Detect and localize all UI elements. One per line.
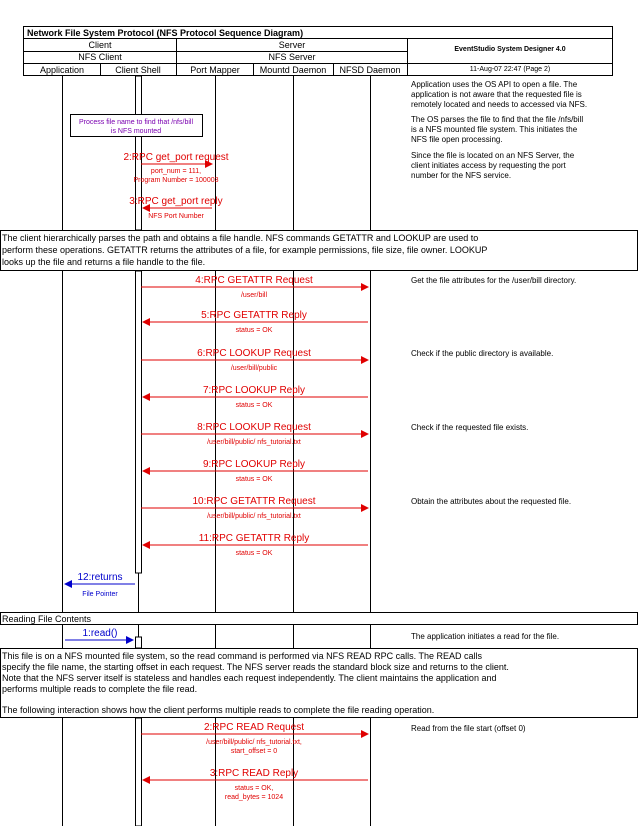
remark-open-file: Application uses the OS API to open a file. The [411, 80, 578, 89]
group-client: Client [88, 40, 112, 50]
remark-port-request: number for the NFS service. [411, 171, 512, 180]
entity-nfsd-daemon: NFSD Daemon [339, 65, 401, 75]
msg-label-2-get-port-request: 2:RPC get_port request [123, 152, 229, 163]
remark-port-request: client initiates access by requesting the port [411, 161, 566, 170]
msg-param: /user/bill/public/ nfs_tutorial.txt [207, 439, 301, 446]
block-path-parsing-text: The client hierarchically parses the path and obtains a file handle. NFS commands GETATTR and LOOKUP are used to [2, 233, 479, 243]
generated-date: 11-Aug-07 22:47 (Page 2) [469, 66, 551, 73]
remark-open-file: remotely located and needs to accessed via NFS. [411, 100, 588, 109]
msg-param: start_offset = 0 [230, 748, 278, 755]
remark-read-offset: Read from the file start (offset 0) [411, 724, 526, 733]
activation-client-shell-2 [136, 271, 142, 573]
remark-parse-file: NFS file open processing. [411, 135, 503, 144]
msg-param: status = OK [235, 550, 273, 557]
diagram-title: Network File System Protocol (NFS Protocol Sequence Diagram) [27, 28, 304, 38]
activation-client-shell-3 [136, 637, 142, 648]
block-reading-file-contents-text: Reading File Contents [2, 614, 92, 624]
msg-label-4-getattr-request: 4:RPC GETATTR Request [195, 275, 313, 286]
msg-label-11-getattr-reply: 11:RPC GETATTR Reply [198, 533, 310, 544]
msg-param: status = OK [235, 476, 273, 483]
block-path-parsing-text: looks up the file and returns a file handle to the file. [2, 257, 206, 267]
tool-name: EventStudio System Designer 4.0 [454, 46, 566, 53]
subgroup-nfs-server: NFS Server [268, 52, 316, 62]
msg-label-3-read-reply: 3:RPC READ Reply [209, 768, 299, 779]
entity-application: Application [39, 65, 85, 75]
remark-getattr-bill: Get the file attributes for the /user/bill directory. [411, 276, 577, 285]
msg-label-12-returns: 12:returns [77, 572, 123, 583]
remark-open-file: application is not aware that the requested file is [411, 90, 582, 99]
block-read-explanation-text: Note that the NFS server itself is stateless and handles each request independently. The client maintains the application and [2, 673, 497, 683]
action-process-file-line1: Process file name to find that /nfs/bill [79, 119, 193, 126]
msg-param: Program Number = 100003 [133, 177, 219, 184]
msg-label-5-getattr-reply: 5:RPC GETATTR Reply [201, 310, 307, 321]
block-path-parsing-text: perform these operations. GETATTR returns the attributes of a file, for example permissions, file size, file owner. LOOKUP [2, 245, 488, 255]
msg-param: File Pointer [82, 591, 118, 598]
block-read-explanation-text: performs multiple reads to complete the file read. [2, 684, 198, 694]
msg-label-2-read-request: 2:RPC READ Request [203, 722, 305, 733]
msg-label-3-get-port-reply: 3:RPC get_port reply [129, 196, 223, 207]
entity-port-mapper: Port Mapper [190, 65, 240, 75]
msg-param: /user/bill/public/ nfs_tutorial.txt, [206, 739, 302, 746]
activation-client-shell-4 [136, 718, 142, 826]
remark-read-initiate: The application initiates a read for the file. [411, 632, 560, 641]
msg-label-8-lookup-request: 8:RPC LOOKUP Request [197, 422, 311, 433]
msg-label-1-read: 1:read() [82, 628, 118, 639]
block-reading-file-contents [1, 613, 638, 625]
block-read-explanation-text: This file is on a NFS mounted file system, so the read command is performed via NFS READ RPC calls. The READ calls [2, 651, 483, 661]
msg-label-6-lookup-request: 6:RPC LOOKUP Request [197, 348, 311, 359]
msg-label-7-lookup-reply: 7:RPC LOOKUP Reply [202, 385, 306, 396]
msg-param: read_bytes = 1024 [224, 794, 284, 801]
msg-param: status = OK [235, 327, 273, 334]
msg-label-10-getattr-request: 10:RPC GETATTR Request [192, 496, 316, 507]
group-server: Server [278, 40, 306, 50]
remark-lookup-file: Check if the requested file exists. [411, 423, 529, 432]
msg-param: /user/bill [240, 292, 268, 299]
remark-parse-file: The OS parses the file to find that the file /nfs/bill [411, 115, 584, 124]
subgroup-nfs-client: NFS Client [78, 52, 122, 62]
action-process-file-line2: is NFS mounted [110, 128, 162, 135]
entity-client-shell: Client Shell [115, 65, 161, 75]
msg-param: status = OK [235, 402, 273, 409]
msg-param: port_num = 111, [150, 168, 202, 175]
remark-lookup-public: Check if the public directory is available. [411, 349, 554, 358]
remark-getattr-file: Obtain the attributes about the requested file. [411, 497, 572, 506]
msg-label-9-lookup-reply: 9:RPC LOOKUP Reply [202, 459, 306, 470]
msg-param: /user/bill/public/ nfs_tutorial.txt [207, 513, 301, 520]
remark-port-request: Since the file is located on an NFS Server, the [411, 151, 575, 160]
block-read-explanation-text: The following interaction shows how the client performs multiple reads to complete the file reading operation. [2, 705, 435, 715]
msg-param: status = OK, [234, 785, 274, 792]
remark-parse-file: is a NFS mounted file system. This initiates the [411, 125, 578, 134]
msg-param: /user/bill/public [230, 365, 278, 372]
entity-mountd-daemon: Mountd Daemon [259, 65, 327, 75]
block-read-explanation-text: specify the file name, the starting offset in each request. The NFS server reads the standard block size and returns to the client. [2, 662, 509, 672]
msg-param: NFS Port Number [148, 213, 204, 220]
